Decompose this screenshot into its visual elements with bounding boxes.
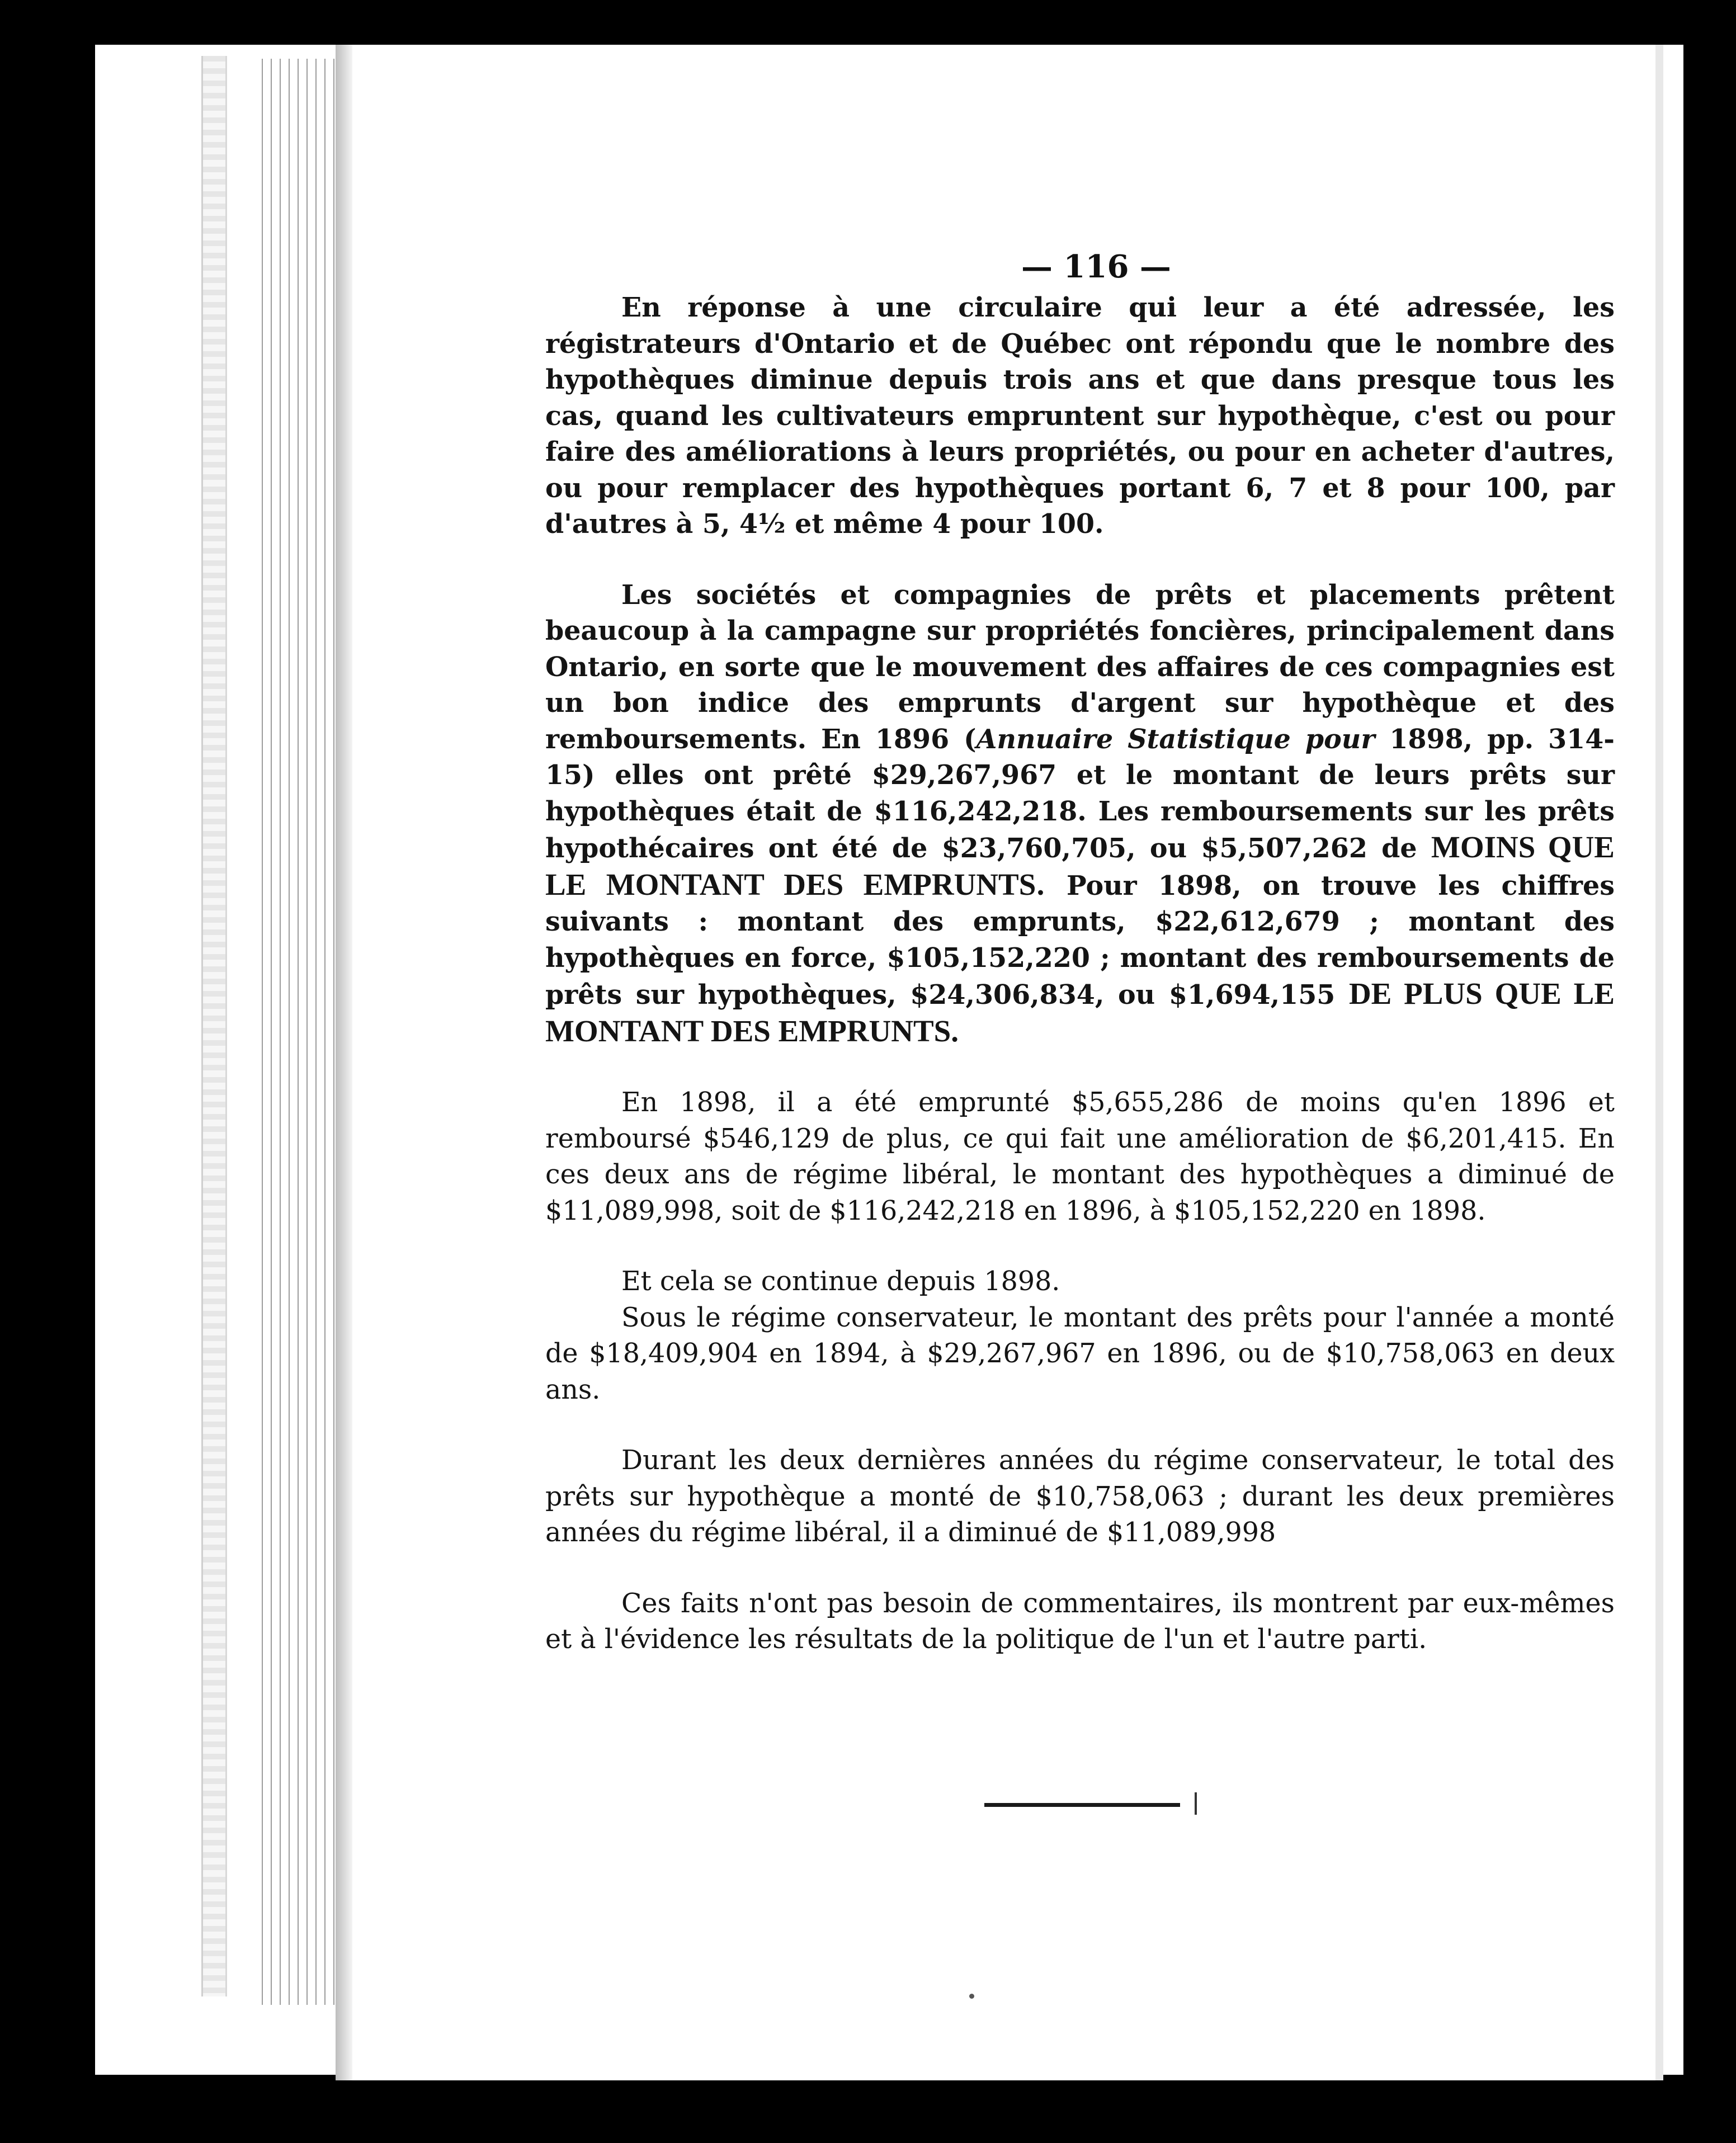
page-body	[545, 290, 1615, 1658]
paragraph-5: Sous le régime conservateur, le montant des prêts pour l'année a monté de $18,409,904 en 1894, à $29,267,967 en 1896, ou de $10,758,063 en deux ans.	[545, 1302, 1615, 1405]
paragraph-2	[545, 577, 1615, 1051]
paragraph-4: Et cela se continue depuis 1898.	[621, 1266, 1060, 1297]
paragraph-2-emphasis-1: MOINS QUE LE MONTANT DES EMPRUNTS	[545, 830, 1615, 901]
page-speck	[969, 1994, 974, 1999]
paragraph-1: En réponse à une circulaire qui leur a été adressée, les régistrateurs d'Ontario et de Québec ont répondu que le nombre des hypothèques diminue depuis trois ans et que dans presque tous les cas, quand les cultivateurs empruntent sur hypothèque, c'est ou pour faire des améliorations à leurs propriétés, ou pour en acheter d'autres, ou pour remplacer des hypothèques portant 6, 7 et 8 pour 100, par d'autres à 5, 4½ et même 4 pour 100.	[545, 292, 1615, 540]
end-rule	[984, 1803, 1180, 1807]
paragraph-2-emphasis-2: DE PLUS QUE LE MONTANT DES EMPRUNTS.	[545, 976, 1615, 1048]
paragraph-6: Durant les deux dernières années du régime conservateur, le total des prêts sur hypothèque a monté de $10,758,063 ; durant les deux premières années du régime libéral, il a diminué de $11,089,998	[545, 1445, 1615, 1548]
paragraph-2-part-b: 1898, pp. 314-15) elles ont prêté $29,267,967 et le montant de leurs prêts sur hypothèques était de $116,242,218. Les remboursements sur les prêts hypothécaires ont été de $23,760,705, ou $5,507,262 de	[545, 723, 1615, 864]
paragraph-2-citation: Annuaire Statistique pour	[976, 723, 1375, 755]
paragraph-7: Ces faits n'ont pas besoin de commentaires, ils montrent par eux-mêmes et à l'évidence les résultats de la politique de l'un et l'autre parti.	[545, 1588, 1615, 1655]
page-edge-lines	[257, 59, 336, 2005]
paragraph-3: En 1898, il a été emprunté $5,655,286 de moins qu'en 1896 et remboursé $546,129 de plus, ce qui fait une amélioration de $6,201,415. En ces deux ans de régime libéral, le montant des hypothèques a diminué de $11,089,998, soit de $116,242,218 en 1896, à $105,152,220 en 1898.	[545, 1087, 1615, 1226]
paragraph-2-part-c: . Pour 1898, on trouve les chiffres suivants : montant des emprunts, $22,612,679 ; montant des hypothèques en force, $105,152,220 ; montant des remboursements de prêts sur hypothèques, $24,306,834, ou $1,694,155	[545, 870, 1615, 1011]
page-number: — 116 —	[1021, 248, 1171, 285]
paragraph-2-part-a: Les sociétés et compagnies de prêts et placements prêtent beaucoup à la campagne sur propriétés foncières, principalement dans Ontario, en sorte que le mouvement des affaires de ces compagnies est un bon indice des emprunts d'argent sur hypothèque et des remboursements. En 1896 (	[545, 579, 1615, 755]
page-right-edge	[1655, 45, 1663, 2080]
binding-shadow	[336, 45, 352, 2080]
page-edges	[201, 56, 227, 1996]
end-rule-mark	[1195, 1792, 1197, 1815]
